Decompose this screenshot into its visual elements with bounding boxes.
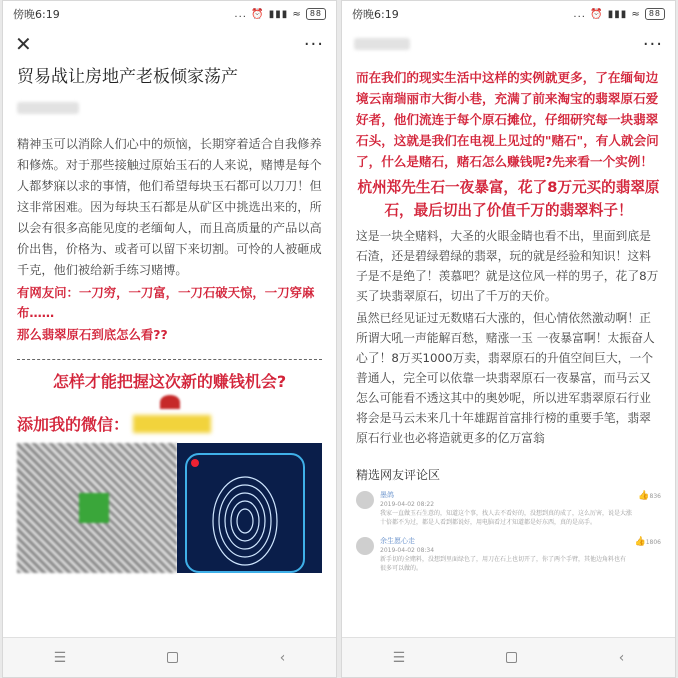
wechat-row bbox=[17, 412, 322, 435]
more-options-icon[interactable]: ··· bbox=[642, 33, 663, 55]
article-topbar bbox=[3, 27, 336, 61]
comment-author[interactable]: 余生愿心走 bbox=[380, 537, 415, 545]
back-icon[interactable]: ‹ bbox=[279, 649, 286, 666]
comments-title: 精选网友评论区 bbox=[356, 468, 441, 482]
comments-section bbox=[356, 466, 661, 573]
article-body bbox=[3, 134, 336, 573]
like-button[interactable] bbox=[638, 491, 661, 527]
section-headline: 怎样才能把握这次新的赚钱机会? bbox=[52, 372, 287, 391]
system-nav-bar bbox=[342, 637, 675, 677]
thumbs-up-icon: 👍 bbox=[638, 491, 650, 501]
battery-icon: 88 bbox=[645, 8, 665, 20]
article-topbar bbox=[342, 27, 675, 61]
section-headline: 杭州郑先生石一夜暴富，花了8万元买的翡翠原石，最后切出了价值千万的翡翠料子！ bbox=[357, 179, 660, 219]
signal-icon: ... ⏰ ▮▮▮ ≈ bbox=[234, 8, 302, 20]
comment-text: 我家一直做玉石生意的，知道这个事，找人去不看好的，没想到真的成了，这么厉害，说是大涨十倍都不为过，都是人看到都说好，用电脑看过才知道都是好东西，真的是高手。 bbox=[380, 510, 633, 526]
more-options-icon[interactable]: ··· bbox=[303, 33, 324, 55]
comment-body bbox=[380, 491, 634, 527]
battery-icon: 88 bbox=[306, 8, 326, 20]
highlight-question: 那么翡翠原石到底怎么看?? bbox=[17, 327, 168, 342]
comment-time: 2019-04-02 08:34 bbox=[380, 547, 435, 554]
intro-paragraph: 而在我们的现实生活中这样的实例就更多，了在缅甸边境云南瑞丽市大街小巷，充满了前来淘宝的翡翠原石爱好者，他们流连于每个原石摊位，仔细研究每一块翡翠石头，这就是我们在电视上见过的"赌石"，有人就会问了，什么是赌石，赌石怎么赚钱呢?先来看一个实例！ bbox=[356, 70, 659, 169]
signal-icon: ... ⏰ ▮▮▮ ≈ bbox=[573, 8, 641, 20]
decoration bbox=[17, 394, 322, 406]
thumbs-up-icon: 👍 bbox=[634, 537, 646, 547]
wechat-label: 添加我的微信： bbox=[17, 415, 130, 434]
article-body bbox=[342, 61, 675, 573]
left-screenshot bbox=[2, 0, 337, 678]
article-title: 贸易战让房地产老板倾家荡产 bbox=[17, 67, 238, 87]
qr-code-image[interactable] bbox=[17, 443, 177, 573]
comment-body bbox=[380, 537, 631, 573]
comment-item bbox=[356, 537, 661, 573]
status-bar bbox=[3, 1, 336, 27]
back-icon[interactable]: ‹ bbox=[618, 649, 625, 666]
comment-item bbox=[356, 491, 661, 527]
avatar[interactable] bbox=[356, 537, 374, 555]
home-icon[interactable] bbox=[167, 652, 178, 663]
highlight-quote: 有网友问：一刀穷，一刀富，一刀石破天惊，一刀穿麻布…… bbox=[17, 285, 315, 320]
author-name-blurred[interactable] bbox=[17, 102, 79, 114]
status-time: 傍晚6:19 bbox=[13, 8, 60, 21]
paragraph: 虽然已经见证过无数赌石大涨的，但心情依然激动啊！正所谓大吼一声能解百愁，赌涨一玉 一夜暴富啊！太振奋人心了！8万买1000万卖，翡翠原石的升值空间巨大，一个普通人，完全可以依靠一块翡翠原石一夜暴富，而马云又怎么可能看不透这其中的奥妙呢，所以进军翡翠原石行业将会是马云未来几十年雄踞首富排行榜的重要手笔，翡翠原石行业也必将造就更多的亿万富翁 bbox=[356, 311, 655, 445]
avatar[interactable] bbox=[356, 491, 374, 509]
home-icon[interactable] bbox=[506, 652, 517, 663]
system-nav-bar bbox=[3, 637, 336, 677]
paragraph: 这是一块全赌料，大圣的火眼金睛也看不出，里面到底是石渣，还是碧绿碧绿的翡翠，玩的就是经验和知识！这料子是不是绝了！羡慕吧？就是这位风一样的男子，花了8万买了块翡翠原石，切出了千万的天价。 bbox=[356, 229, 659, 303]
account-name-blurred[interactable] bbox=[354, 38, 410, 50]
divider bbox=[17, 359, 322, 360]
author-row bbox=[3, 89, 336, 128]
menu-icon[interactable]: ☰ bbox=[392, 649, 406, 666]
like-button[interactable] bbox=[635, 537, 662, 573]
like-count: 836 bbox=[649, 493, 661, 500]
fingerprint-image[interactable] bbox=[177, 443, 322, 573]
status-time: 傍晚6:19 bbox=[352, 8, 399, 21]
close-icon[interactable]: ✕ bbox=[15, 32, 32, 56]
blurred-sticker-icon bbox=[160, 395, 180, 409]
qr-center-logo bbox=[79, 493, 109, 523]
comment-time: 2019-04-02 08:22 bbox=[380, 501, 435, 508]
promo-images bbox=[17, 443, 322, 573]
fingerprint-icon bbox=[177, 443, 322, 573]
like-count: 1806 bbox=[645, 539, 661, 546]
comment-text: 新手切的全赌料，没想到里面绿色了，用刀在石上也切开了，你了两个手臂，其他边角料也有很多可以做的。 bbox=[380, 556, 627, 572]
paragraph: 精神玉可以消除人们心中的烦恼，长期穿着适合自我修养和修炼。对于那些接触过原始玉石的人来说，赌博是每个人都梦寐以求的事情，他们希望每块玉石都可以刀刀！但这非常困难。因为每块玉石都是从矿区中挑选出来的，所以会有很多高能见度的老缅甸人，而且高质量的产品以高价出售，价格为、或者可以留下来切割。可怜的人被砸成千克，他们被给新手练习赌博。 bbox=[17, 137, 322, 277]
status-bar bbox=[342, 1, 675, 27]
status-icons bbox=[234, 8, 326, 20]
comment-author[interactable]: 墨鸽 bbox=[380, 491, 394, 499]
wechat-id-blurred[interactable] bbox=[133, 415, 211, 433]
right-screenshot bbox=[341, 0, 676, 678]
status-icons bbox=[573, 8, 665, 20]
menu-icon[interactable]: ☰ bbox=[53, 649, 67, 666]
